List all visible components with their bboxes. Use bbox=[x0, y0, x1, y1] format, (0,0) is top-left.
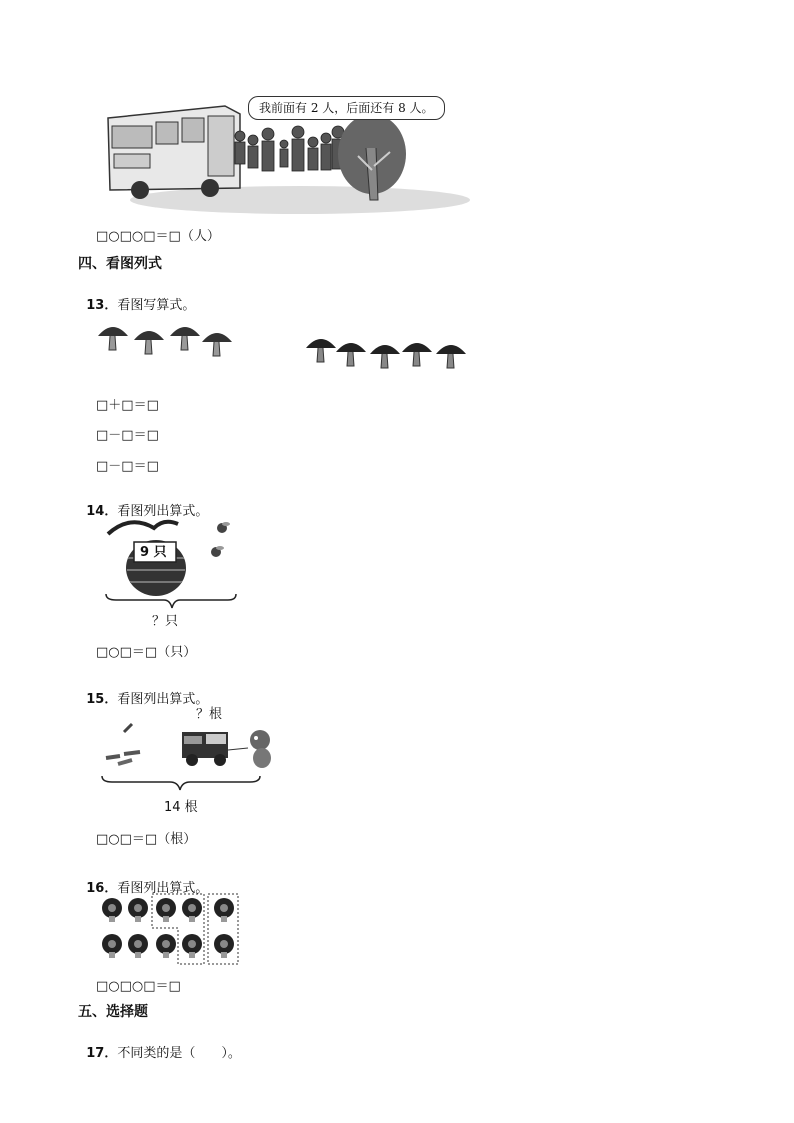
q13-line-1: □＋□＝□ bbox=[96, 398, 159, 413]
q14-formula: □○□＝□（只） bbox=[96, 645, 197, 660]
queue-people bbox=[235, 126, 344, 171]
bone-icon bbox=[124, 752, 140, 754]
q13-heading bbox=[78, 282, 195, 314]
section-4-title: 四、看图列式 bbox=[78, 256, 162, 272]
q14-prompt: 看图列出算式。 bbox=[117, 504, 209, 519]
q17-number: 17． bbox=[86, 1046, 118, 1061]
dog-icon bbox=[250, 730, 271, 768]
mushroom-group-left bbox=[96, 318, 236, 362]
q15-number: 15． bbox=[86, 692, 118, 707]
bone-icon bbox=[118, 760, 132, 764]
broccoli-groups bbox=[98, 892, 242, 966]
q17-heading bbox=[78, 1030, 241, 1062]
q12-formula: □○□○□＝□（人） bbox=[96, 229, 220, 244]
bone-icon bbox=[106, 756, 120, 758]
truck-label: ？根 bbox=[196, 707, 223, 722]
q13-line-3: □－□＝□ bbox=[96, 459, 159, 474]
speech-bubble: 我前面有 2 人，后面还有 8 人。 bbox=[248, 96, 445, 120]
q16-formula: □○□○□＝□ bbox=[96, 979, 181, 994]
q16-prompt: 看图列出算式。 bbox=[117, 881, 209, 896]
q14-brace-label: ？只 bbox=[152, 614, 179, 629]
bone-icon bbox=[124, 724, 132, 732]
q14-number: 14． bbox=[86, 504, 118, 519]
section-5-title: 五、选择题 bbox=[78, 1004, 148, 1020]
q13-line-2: □－□＝□ bbox=[96, 428, 159, 443]
q13-number: 13． bbox=[86, 298, 118, 313]
bee-icon bbox=[211, 546, 224, 557]
q15-brace-label: 14 根 bbox=[164, 800, 198, 815]
q16-number: 16． bbox=[86, 881, 118, 896]
bus-drawing bbox=[108, 106, 240, 199]
hive-label: 9 只 bbox=[140, 545, 167, 560]
mushroom-group-right bbox=[304, 330, 474, 374]
bones-truck-illustration bbox=[100, 720, 280, 798]
q15-prompt: 看图列出算式。 bbox=[117, 692, 209, 707]
q15-formula: □○□＝□（根） bbox=[96, 832, 197, 847]
q13-prompt: 看图写算式。 bbox=[117, 298, 196, 313]
beehive-illustration bbox=[100, 514, 246, 614]
q15-heading bbox=[78, 676, 208, 708]
q17-prompt: 不同类的是（ ）。 bbox=[117, 1046, 241, 1061]
bee-icon bbox=[217, 522, 230, 533]
mushroom-icon bbox=[98, 327, 128, 350]
truck-icon bbox=[182, 732, 228, 766]
